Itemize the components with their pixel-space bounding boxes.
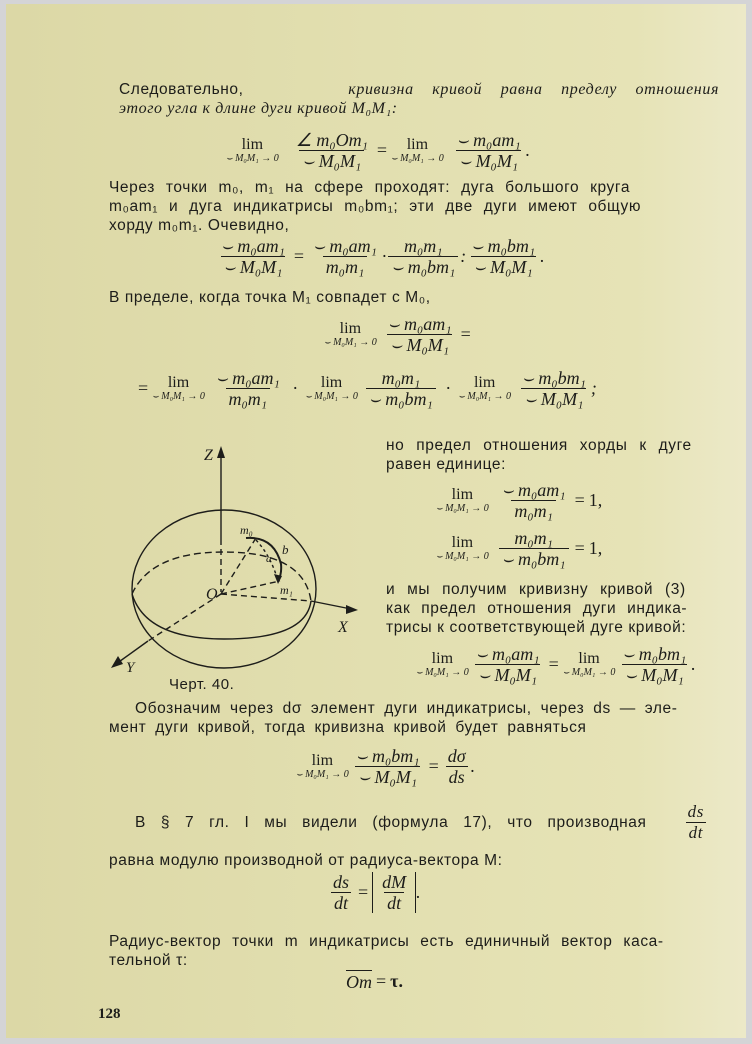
label-a: a (266, 553, 272, 565)
label-z: Z (204, 447, 213, 464)
numerator: ∠ m₀Om₁ (295, 130, 368, 150)
lim-subscript: ⌣ M₀M₁ → 0 (458, 390, 511, 402)
denominator: ds (446, 766, 468, 787)
punctuation: . (470, 756, 476, 776)
text-line: m₀am₁ и дуга индикатрисы m₀bm₁; эти две дуги имеют общую (109, 198, 642, 215)
lead-word: Следовательно, (119, 81, 244, 98)
denominator: ⌣ m₀bm₁ (388, 256, 458, 277)
equation-limit-chord-ratio-b: lim ⌣ M₀M₁ → 0 $\frac{\text{m₀m₁}}{\text{⌣ m₀bm₁}}$ = 1, (436, 528, 603, 569)
lim-subscript: ⌣ M₀M₁ → 0 (305, 390, 358, 402)
italic-statement-line2: этого угла к длине дуги кривой M₀M₁: (119, 100, 398, 117)
lim-word: lim (311, 751, 334, 769)
label-x: X (338, 619, 348, 636)
paragraph-d-sigma-definition (109, 699, 709, 737)
punctuation: . (540, 246, 545, 266)
denominator: ⌣ m₀bm₁ (499, 548, 569, 569)
numerator: ⌣ m₀am₁ (501, 480, 566, 500)
text-line: и мы получим кривизну кривой (3) (386, 581, 686, 598)
sphere-diagram (106, 444, 376, 674)
denominator: ⌣ M₀M₁ (471, 256, 536, 277)
text-line: В § 7 гл. I мы видели (формула 17), что производная (135, 814, 647, 831)
italic-statement-line1: кривизна кривой равна пределу отношения (348, 81, 719, 98)
rhs-value: 1, (588, 538, 603, 558)
paragraph-curvature-as-limit (386, 580, 712, 637)
equation-limit-chord-ratio-a: lim ⌣ M₀M₁ → 0 $\frac{\text{⌣ m₀am₁}}{\text{m₀m₁}}$ = 1, (436, 480, 603, 521)
numerator: ⌣ m₀am₁ (313, 236, 377, 256)
denominator: ⌣ M₀M₁ (622, 664, 687, 685)
tau-vector: τ. (390, 971, 403, 991)
label-y: Y (126, 660, 135, 674)
numerator: ⌣ m₀am₁ (456, 130, 521, 150)
denominator: ⌣ m₀bm₁ (366, 388, 436, 409)
text-line: как предел отношения дуги индика- (386, 600, 688, 617)
lim-word: lim (451, 485, 474, 503)
denominator: ⌣ M₀M₁ (299, 150, 364, 171)
label-m1: m₁ (280, 583, 293, 597)
operator: : (460, 246, 467, 266)
paragraph-radius-vector (109, 932, 709, 970)
equation-ratio-identity: $\frac{\text{⌣ m₀am₁}}{\text{⌣ M₀M₁}}$ = $\frac{\text{⌣ m₀am₁}}{\text{m₀m₁}}$ · $\frac{\text{m₀m₁}}{\text{⌣ m₀bm₁}}$ : $\frac{\text{⌣ m₀bm₁}}{\text{⌣ M₀M₁}}$ . (216, 236, 545, 277)
lim-word: lim (431, 649, 454, 667)
text-line: равна модулю производной от радиуса-вектора M: (109, 852, 503, 869)
denominator: dt (384, 892, 404, 913)
paragraph-curvature-definition (119, 80, 719, 118)
lim-word: lim (473, 373, 496, 391)
denominator: ⌣ M₀M₁ (521, 388, 586, 409)
numerator: ds (333, 872, 350, 892)
text-line: Радиус-вектор точки m индикатрисы есть единичный вектор каса- (109, 933, 664, 950)
numerator: ⌣ m₀am₁ (387, 314, 452, 334)
equation-limit-arc-ratio: lim ⌣ M₀M₁ → 0 $\frac{\text{⌣ m₀am₁}}{\text{⌣ M₀M₁}}$ = (324, 314, 471, 355)
label-m0: m₀ (240, 523, 253, 537)
numerator: m₀m₁ (514, 528, 553, 548)
page-number: 128 (98, 1006, 121, 1022)
text-line: равен единице: (386, 456, 507, 473)
denominator: dt (331, 892, 351, 913)
text-line: Обозначим через dσ элемент дуги индикатрисы, через ds — эле- (135, 700, 678, 717)
numerator: dM (382, 872, 407, 892)
lim-subscript: ⌣ M₀M₁ → 0 (562, 666, 616, 678)
lim-word: lim (320, 373, 343, 391)
label-b: b (282, 542, 289, 557)
lim-subscript: ⌣ M₀M₁ → 0 (226, 152, 279, 164)
numerator: ⌣ m₀am₁ (475, 644, 540, 664)
paragraph-in-the-limit: В пределе, когда точка M₁ совпадет с M₀, (109, 289, 431, 306)
lim-subscript: ⌣ M₀M₁ → 0 (391, 152, 444, 164)
equation-curvature-dsigma-ds: lim ⌣ M₀M₁ → 0 $\frac{\text{⌣ m₀bm₁}}{\text{⌣ M₀M₁}}$ = $\frac{d\sigma}{ds}$ . (296, 746, 476, 787)
numerator: ⌣ m₀am₁ (215, 368, 280, 388)
denominator: dt (686, 822, 706, 843)
lim-subscript: ⌣ M₀M₁ → 0 (152, 390, 205, 402)
numerator: ds (687, 802, 704, 821)
denominator: m₀m₁ (226, 388, 271, 409)
denominator: m₀m₁ (511, 500, 556, 521)
lim-subscript: ⌣ M₀M₁ → 0 (324, 336, 377, 348)
lim-word: lim (578, 649, 600, 667)
text-line: Через точки m₀, m₁ на сфере проходят: дуга большого круга (109, 179, 631, 196)
numerator: ⌣ m₀bm₁ (622, 644, 687, 664)
equation-product-of-limits: = lim ⌣ M₀M₁ → 0 $\frac{\text{⌣ m₀am₁}}{\text{m₀m₁}}$ · lim ⌣ M₀M₁ → 0 $\frac{\text{m₀m₁}}{\text{⌣ m₀bm₁}}$ · lim ⌣ M₀M₁ → 0 $\frac{\text{⌣ m₀bm₁}}{\text{⌣ M₀M₁}}$ ; (138, 368, 597, 409)
denominator: ⌣ M₀M₁ (456, 150, 521, 171)
book-page (6, 4, 746, 1038)
lim-subscript: ⌣ M₀M₁ → 0 (296, 768, 349, 780)
paragraph-derivative-reference (109, 802, 709, 870)
label-o: O (206, 586, 218, 603)
numerator: ⌣ m₀bm₁ (471, 236, 536, 256)
figure-caption: Черт. 40. (169, 676, 235, 693)
text-line: но предел отношения хорды к дуге (386, 437, 692, 454)
equation-ds-dt-modulus: $\frac{ds}{dt}$ = $\frac{dM}{dt}$ . (328, 872, 421, 913)
lim-word: lim (406, 135, 429, 153)
denominator: ⌣ M₀M₁ (475, 664, 540, 685)
paragraph-arcs-through-points (109, 178, 709, 235)
punctuation: . (416, 882, 421, 902)
equation-limit-angle-arc: lim ⌣ M₀M₁ → 0 $\frac{\text{∠ m₀Om₁}}{\text{⌣ M₀M₁}}$ = lim ⌣ M₀M₁ → 0 $\frac{\text{⌣ m₀am₁}}{\text{⌣ M₀M₁}}$ . (226, 130, 531, 171)
numerator: ⌣ m₀bm₁ (355, 746, 420, 766)
denominator: m₀m₁ (323, 256, 368, 277)
text-line: тельной τ: (109, 952, 188, 969)
denominator: ⌣ M₀M₁ (355, 766, 420, 787)
punctuation: . (691, 654, 696, 674)
lim-subscript: ⌣ M₀M₁ → 0 (436, 550, 489, 562)
numerator: m₀m₁ (381, 368, 421, 388)
numerator: dσ (447, 746, 466, 766)
text-line: хорду m₀m₁. Очевидно, (109, 217, 290, 234)
lim-word: lim (241, 135, 264, 153)
equation-curvature-arc-ratio: lim ⌣ M₀M₁ → 0 $\frac{\text{⌣ m₀am₁}}{\text{⌣ M₀M₁}}$ = lim ⌣ M₀M₁ → 0 $\frac{\text{⌣ m₀bm₁}}{\text{⌣ M₀M₁}}$ . (416, 644, 696, 685)
figure-sphere-indicatrix (106, 444, 376, 674)
vector-om: Om (346, 972, 372, 992)
denominator: ⌣ M₀M₁ (221, 256, 286, 277)
text-line: трисы к соответствующей дуге кривой: (386, 619, 687, 636)
punctuation: . (525, 140, 531, 160)
lim-subscript: ⌣ M₀M₁ → 0 (416, 666, 469, 678)
paragraph-chord-arc-limit (386, 436, 712, 474)
punctuation: ; (590, 378, 597, 398)
equation-om-equals-tau: Om = τ. (346, 971, 403, 992)
numerator: m₀m₁ (404, 236, 443, 256)
text-line: мент дуги кривой, тогда кривизна кривой будет равняться (109, 719, 587, 736)
rhs-value: 1, (588, 490, 603, 510)
operator: · (381, 246, 387, 266)
lim-subscript: ⌣ M₀M₁ → 0 (436, 502, 489, 514)
lim-word: lim (167, 373, 190, 391)
numerator: ⌣ m₀bm₁ (521, 368, 586, 388)
lim-word: lim (451, 533, 474, 551)
denominator: ⌣ M₀M₁ (387, 334, 452, 355)
numerator: ⌣ m₀am₁ (221, 236, 285, 256)
lim-word: lim (339, 319, 362, 337)
